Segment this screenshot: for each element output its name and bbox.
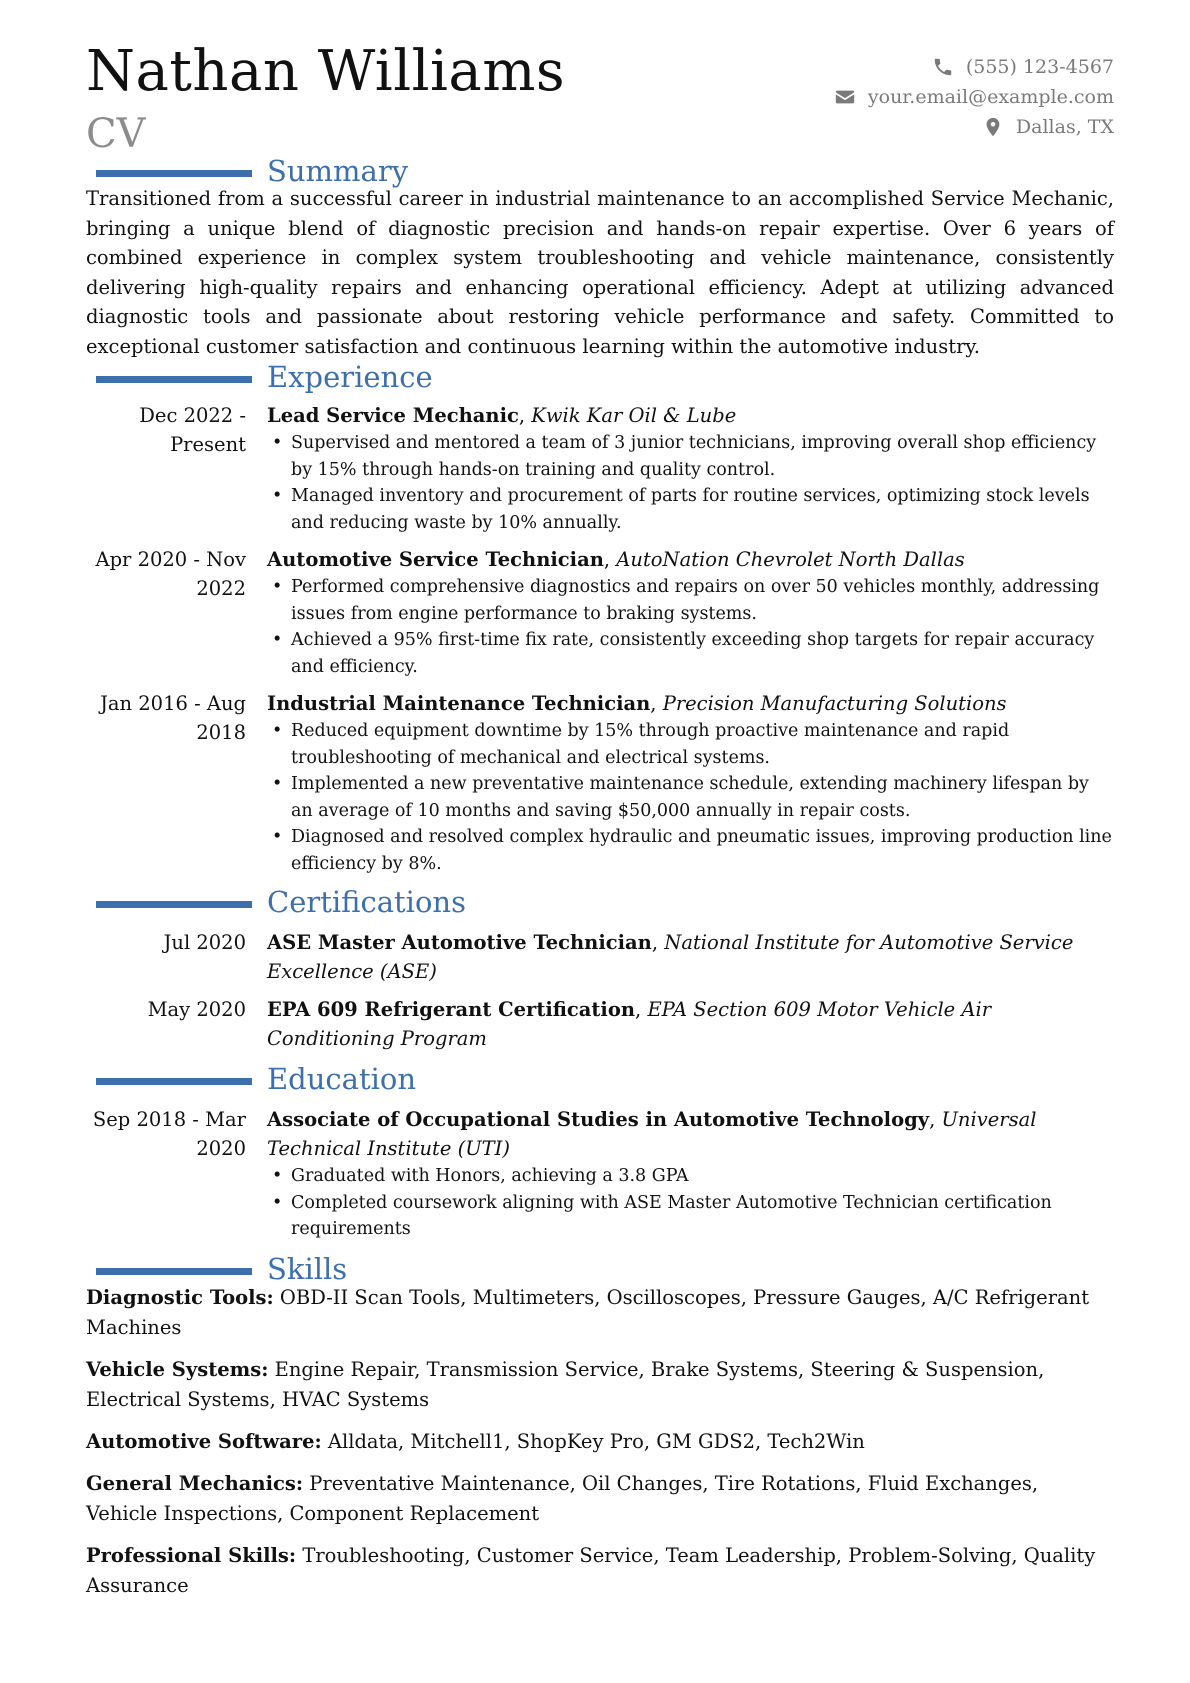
entry-org: AutoNation Chevrolet North Dallas — [616, 548, 965, 571]
entry-body — [267, 545, 1114, 680]
map-marker-icon — [982, 116, 1004, 138]
section-accent-bar — [96, 1078, 252, 1085]
skills-section-header — [86, 1252, 1114, 1286]
skill-group — [86, 1469, 1114, 1528]
summary-text: Transitioned from a successful career in industrial maintenance to an accomplished Service Mechanic, bringing a unique blend of diagnostic precision and hands-on repair expertise. Over 6 years of combined experience in complex system troubleshooting and vehicle maintenance, consistently delivering high-quality repairs and enhancing operational efficiency. Adept at utilizing advanced diagnostic tools and passionate about restoring vehicle performance and safety. Committed to exceptional customer satisfaction and continuous learning within the automotive industry. — [86, 187, 1114, 358]
list-item: • Graduated with Honors, achieving a 3.8 GPA — [267, 1163, 1114, 1190]
entry-bullets — [267, 718, 1114, 877]
list-item: • Implemented a new preventative maintenance schedule, extending machinery lifespan by an average of 10 months and saving $50,000 annually in repair costs. — [267, 771, 1114, 824]
entry-date: Jul 2020 — [163, 931, 246, 954]
entry-heading: Associate of Occupational Studies in Automotive Technology, Universal Technical Institute (UTI) — [267, 1108, 1037, 1160]
skill-group — [86, 1541, 1114, 1600]
contact-location — [834, 112, 1114, 142]
contact-block — [834, 52, 1114, 142]
skill-label: General Mechanics: — [86, 1472, 304, 1495]
list-item: • Reduced equipment downtime by 15% through proactive maintenance and rapid troubleshooting of mechanical and electrical systems. — [267, 718, 1114, 771]
entry-org: Kwik Kar Oil & Lube — [531, 404, 737, 427]
entry-title: Associate of Occupational Studies in Automotive Technology — [267, 1108, 930, 1131]
skill-group — [86, 1355, 1114, 1414]
entry-heading: ASE Master Automotive Technician, National Institute for Automotive Service Excellence (ASE) — [267, 931, 1074, 983]
phone-icon — [932, 56, 954, 78]
entry-date: May 2020 — [147, 998, 246, 1021]
entry-title: Lead Service Mechanic — [267, 404, 519, 427]
list-item: • Performed comprehensive diagnostics and repairs on over 50 vehicles monthly, addressing issues from engine performance to braking systems. — [267, 574, 1114, 627]
entry-heading: Lead Service Mechanic, Kwik Kar Oil & Lube — [267, 404, 737, 427]
skill-label: Professional Skills: — [86, 1544, 297, 1567]
list-item: • Supervised and mentored a team of 3 junior technicians, improving overall shop efficiency by 15% through hands-on training and quality control. — [267, 430, 1114, 483]
skill-group — [86, 1283, 1114, 1342]
entry-body — [267, 689, 1114, 877]
entry-bullets — [267, 574, 1114, 680]
entry-date: Sep 2018 - Mar 2020 — [92, 1108, 246, 1160]
entry-title: Industrial Maintenance Technician — [267, 692, 651, 715]
list-item: • Completed coursework aligning with ASE Master Automotive Technician certification requirements — [267, 1190, 1114, 1243]
contact-phone — [834, 52, 1114, 82]
section-title: Skills — [267, 1252, 348, 1286]
section-title: Summary — [267, 154, 409, 188]
skill-label: Vehicle Systems: — [86, 1358, 269, 1381]
skill-value: Alldata, Mitchell1, ShopKey Pro, GM GDS2, Tech2Win — [327, 1430, 865, 1453]
section-accent-bar — [96, 170, 252, 177]
skill-value: Engine Repair, Transmission Service, Brake Systems, Steering & Suspension, Electrical Systems, HVAC Systems — [86, 1358, 1045, 1411]
section-accent-bar — [96, 1268, 252, 1275]
entry-heading: EPA 609 Refrigerant Certification, EPA Section 609 Motor Vehicle Air Conditioning Program — [267, 998, 992, 1050]
contact-email[interactable] — [834, 82, 1114, 112]
entry-title: EPA 609 Refrigerant Certification — [267, 998, 636, 1021]
section-title: Education — [267, 1062, 417, 1096]
section-accent-bar — [96, 901, 252, 908]
entry-heading: Automotive Service Technician, AutoNation Chevrolet North Dallas — [267, 548, 965, 571]
email-text[interactable]: your.email@example.com — [867, 86, 1114, 108]
entry-heading: Industrial Maintenance Technician, Precision Manufacturing Solutions — [267, 692, 1007, 715]
entry-bullets — [267, 1163, 1114, 1243]
skill-value: Troubleshooting, Customer Service, Team Leadership, Problem-Solving, Quality Assurance — [86, 1544, 1096, 1597]
entry-date: Apr 2020 - Nov 2022 — [95, 548, 246, 600]
entry-body — [267, 1105, 1114, 1243]
entry-bullets — [267, 430, 1114, 536]
section-title: Experience — [267, 360, 433, 394]
list-item: • Achieved a 95% first-time fix rate, consistently exceeding shop targets for repair accuracy and efficiency. — [267, 627, 1114, 680]
entry-body — [267, 928, 1114, 986]
entry-org: EPA Section 609 Motor Vehicle Air Conditioning Program — [267, 998, 992, 1050]
location-text: Dallas, TX — [1015, 116, 1114, 138]
entry-body — [267, 995, 1114, 1053]
document-subtitle: CV — [86, 111, 146, 157]
entry-body — [267, 401, 1114, 536]
skill-label: Automotive Software: — [86, 1430, 322, 1453]
entry-date: Jan 2016 - Aug 2018 — [100, 692, 246, 744]
entry-org: Precision Manufacturing Solutions — [662, 692, 1007, 715]
entry-org: Universal Technical Institute (UTI) — [267, 1108, 1037, 1160]
entry-title: ASE Master Automotive Technician — [267, 931, 652, 954]
envelope-icon — [834, 86, 856, 108]
summary-section-header — [86, 154, 1114, 188]
section-accent-bar — [96, 376, 252, 383]
experience-section-header — [86, 360, 1114, 394]
list-item: • Managed inventory and procurement of parts for routine services, optimizing stock levels and reducing waste by 10% annually. — [267, 483, 1114, 536]
skill-label: Diagnostic Tools: — [86, 1286, 274, 1309]
certifications-section-header — [86, 885, 1114, 919]
skill-value: Preventative Maintenance, Oil Changes, Tire Rotations, Fluid Exchanges, Vehicle Inspections, Component Replacement — [86, 1472, 1039, 1525]
entry-title: Automotive Service Technician — [267, 548, 604, 571]
entry-date: Dec 2022 - Present — [139, 404, 246, 456]
entry-org: National Institute for Automotive Service Excellence (ASE) — [267, 931, 1074, 983]
candidate-name: Nathan Williams — [86, 39, 566, 104]
skill-value: OBD-II Scan Tools, Multimeters, Oscilloscopes, Pressure Gauges, A/C Refrigerant Machines — [86, 1286, 1090, 1339]
section-title: Certifications — [267, 885, 466, 919]
phone-text: (555) 123-4567 — [965, 56, 1114, 78]
skill-group — [86, 1427, 1114, 1457]
list-item: • Diagnosed and resolved complex hydraulic and pneumatic issues, improving production line efficiency by 8%. — [267, 824, 1114, 877]
education-section-header — [86, 1062, 1114, 1096]
